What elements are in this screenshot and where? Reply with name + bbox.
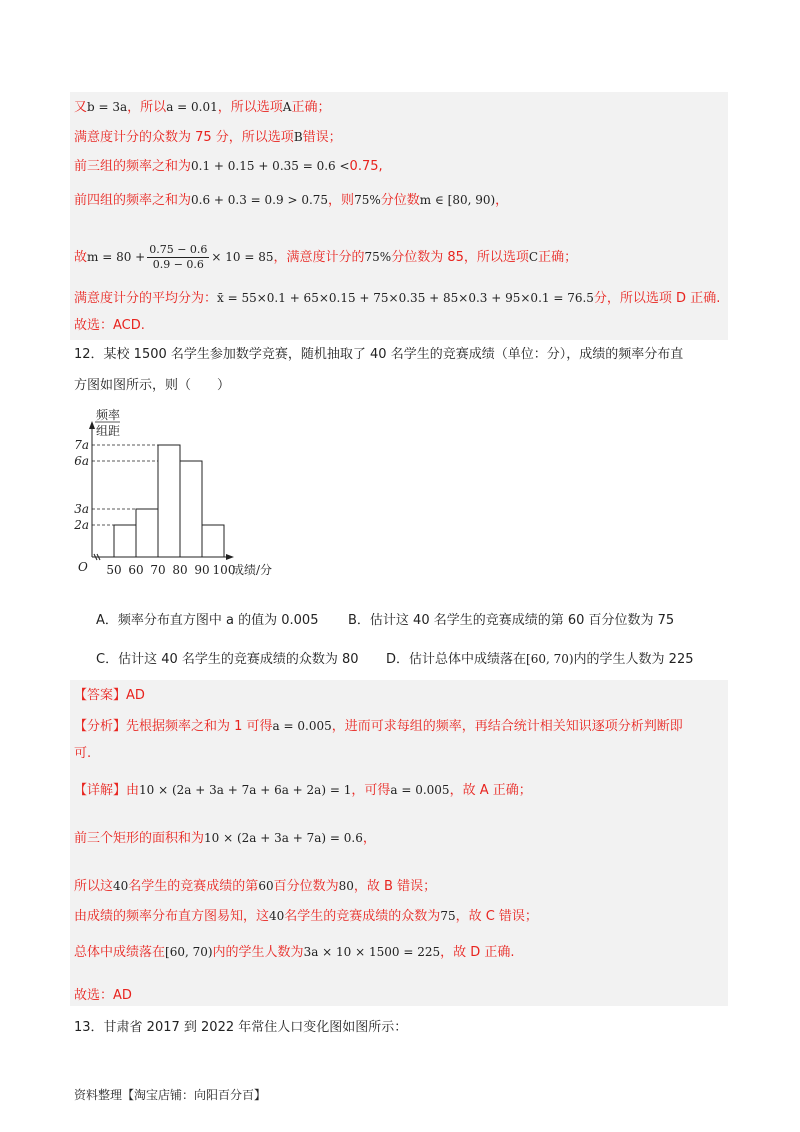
x-tick-label: 60 xyxy=(128,563,144,577)
histogram-bars xyxy=(114,445,224,557)
histogram-bar-70 xyxy=(158,445,180,557)
frequency-histogram xyxy=(70,405,300,585)
y-tick-label: 6a xyxy=(74,454,89,468)
q13-stem: 13．甘肃省 2017 到 2022 年常住人口变化图如图所示： xyxy=(74,1020,408,1035)
x-axis-arrow xyxy=(226,554,234,560)
y-axis-arrow xyxy=(89,421,95,429)
y-tick-label: 7a xyxy=(74,438,89,452)
sol11-line3: 前三组的频率之和为0.1 + 0.15 + 0.35 = 0.6 <0.75, xyxy=(74,159,383,174)
ylabel-top: 频率 xyxy=(96,408,121,422)
x-tick-label: 50 xyxy=(106,563,122,577)
ans12-detail-2: 前三个矩形的面积和为10 × (2a + 3a + 7a) = 0.6， xyxy=(74,831,376,846)
y-tick-label: 2a xyxy=(74,518,89,532)
option-c[interactable]: C．估计这 40 名学生的竞赛成绩的众数为 80 xyxy=(96,652,359,667)
ans12-detail-1: 【详解】由10 × (2a + 3a + 7a + 6a + 2a) = 1，可得a = 0.005，故 A 正确； xyxy=(74,783,532,798)
x-tick-label: 70 xyxy=(150,563,166,577)
ans12-analysis-cont: 可. xyxy=(74,746,92,761)
histogram-bar-90 xyxy=(202,525,224,557)
xlabel: 成绩/分 xyxy=(232,563,273,577)
option-b[interactable]: B．估计这 40 名学生的竞赛成绩的第 60 百分位数为 75 xyxy=(348,613,675,628)
histogram-y-ticks xyxy=(73,438,89,532)
fraction: $\frac{0.75 - 0.6}{0.9 - 0.6}$ xyxy=(149,243,208,271)
ans12-detail-5: 总体中成绩落在[60, 70)内的学生人数为3a × 10 × 1500 = 225，故 D 正确. xyxy=(74,945,515,960)
histogram-bar-50 xyxy=(114,525,136,557)
histogram-bar-60 xyxy=(136,509,158,557)
sol11-line4: 前四组的频率之和为0.6 + 0.3 = 0.9 > 0.75，则75%分位数m ∈ [80, 90)， xyxy=(74,193,509,208)
sol11-line1: 又b = 3a，所以a = 0.01，所以选项A正确； xyxy=(74,100,331,115)
option-d[interactable]: D．估计总体中成绩落在[60, 70)内的学生人数为 225 xyxy=(386,652,694,667)
x-tick-label: 90 xyxy=(194,563,210,577)
histogram-bar-80 xyxy=(180,461,202,557)
histogram-x-ticks xyxy=(106,563,235,577)
ans12-analysis: 【分析】先根据频率之和为 1 可得a = 0.005，进而可求每组的频率，再结合统计相关知识逐项分析判断即 xyxy=(74,719,683,734)
x-tick-label: 100 xyxy=(212,563,236,577)
ylabel-bottom: 组距 xyxy=(96,424,121,438)
ans12-answer: 【答案】AD xyxy=(74,688,145,703)
sol11-line5: 故m = 80 + $\frac{0.75 - 0.6}{0.9 - 0.6}$ × 10 = 85，满意度计分的75%分位数为 85，所以选项C正确； xyxy=(74,243,578,271)
footer-note: 资料整理【淘宝店铺：向阳百分百】 xyxy=(74,1088,267,1102)
ans12-detail-4: 由成绩的频率分布直方图易知，这40名学生的竞赛成绩的众数为75，故 C 错误； xyxy=(74,909,538,924)
x-tick-label: 80 xyxy=(172,563,188,577)
q12-stem-line2: 方图如图所示，则（ ） xyxy=(74,378,231,393)
option-a[interactable]: A．频率分布直方图中 a 的值为 0.005 xyxy=(96,613,319,628)
sol11-line2: 满意度计分的众数为 75 分，所以选项B错误； xyxy=(74,130,342,145)
sol11-line6: 满意度计分的平均分为：x̄ = 55×0.1 + 65×0.15 + 75×0.35 + 85×0.3 + 95×0.1 = 76.5分，所以选项 D 正确. xyxy=(74,291,721,306)
histogram-guides xyxy=(92,445,158,525)
ans12-conclusion: 故选：AD xyxy=(74,988,132,1003)
y-tick-label: 3a xyxy=(74,502,89,516)
origin-label: O xyxy=(78,560,88,574)
q12-stem-line1: 12．某校 1500 名学生参加数学竞赛，随机抽取了 40 名学生的竞赛成绩（单位：分），成绩的频率分布直 xyxy=(74,347,684,362)
sol11-line7: 故选：ACD. xyxy=(74,318,145,333)
ans12-detail-3: 所以这40名学生的竞赛成绩的第60百分位数为80，故 B 错误； xyxy=(74,879,437,894)
